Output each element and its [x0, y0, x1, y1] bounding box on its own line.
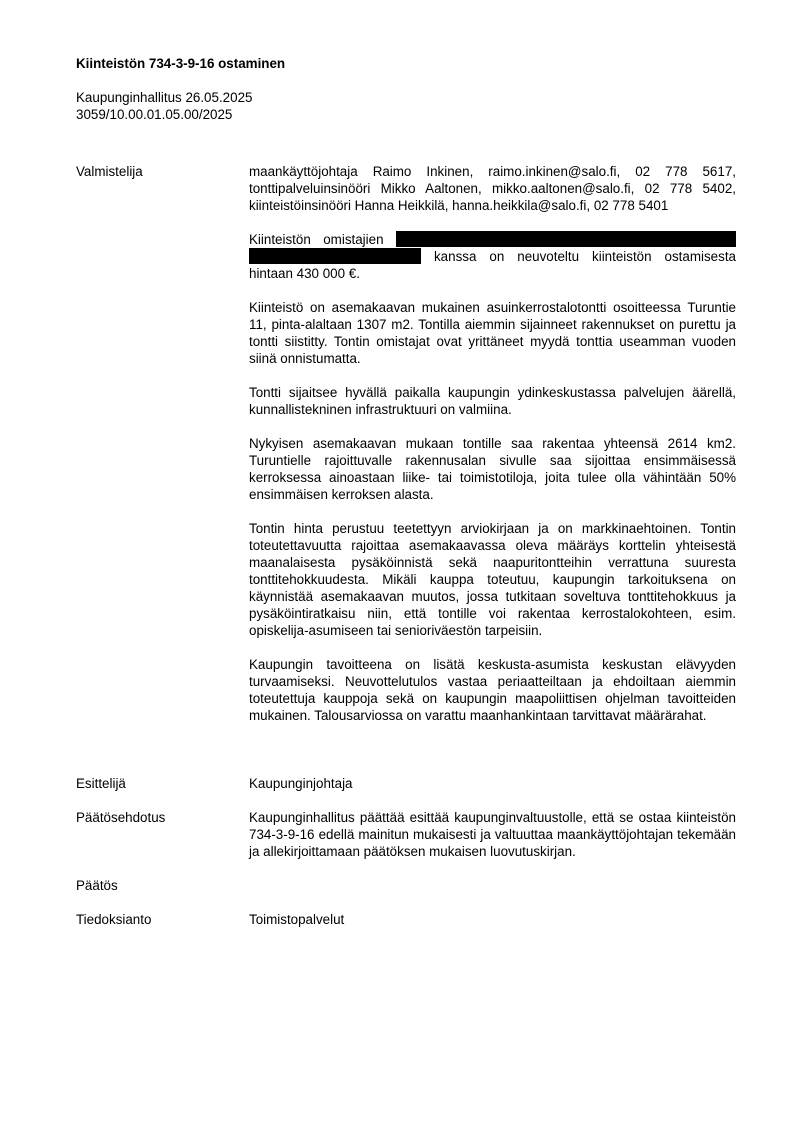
proposal-paragraph: Kaupunginhallitus päättää esittää kaupunginvaltuustolle, että se ostaa kiinteistön 734-3-9-16 edellä mainitun mukaisesti ja valtuuttaa maankäyttöjohtajan tekemään ja allekirjoittamaan päätöksen mukaisen luovutuskirjan. — [249, 810, 736, 859]
section-label: Tiedoksianto — [76, 912, 152, 927]
section-value: Toimistopalvelut — [249, 912, 345, 927]
meeting-line: Kaupunginhallitus 26.05.2025 — [76, 90, 253, 105]
section-content — [249, 163, 736, 724]
document-meta — [76, 89, 736, 123]
section-label: Päätös — [76, 878, 118, 893]
owners-paragraph — [249, 231, 736, 282]
section-label: Valmistelija — [76, 164, 143, 179]
section-paatos — [76, 877, 736, 894]
body-paragraph: Nykyisen asemakaavan mukaan tontille saa rakentaa yhteensä 2614 km2. Turuntielle rajoittuvalle rakennusalan sivulle saa sijoittaa ensimmäisessä kerroksessa ainoastaan liike- tai toimistotiloja, joita tulee olla vähintään 50% ensimmäisen kerroksen alasta. — [249, 436, 736, 502]
body-paragraph: Kaupungin tavoitteena on lisätä keskusta-asumista keskustan elävyyden turvaamiseksi. Neuvottelutulos vastaa periaatteiltaan ja ehdoiltaan aiemmin toteutettuja kauppoja sekä on kaupungin maapoliittisen ohjelman tavoitteiden mukainen. Talousarviossa on varattu maanhankintaan tarvittavat määrärahat. — [249, 657, 736, 723]
owners-intro: Kiinteistön omistajien — [249, 232, 384, 247]
section-valmistelija — [76, 163, 736, 724]
section-value — [249, 809, 736, 860]
redacted-block — [249, 248, 421, 264]
body-paragraph: Kiinteistö on asemakaavan mukainen asuinkerrostalotontti osoitteessa Turuntie 11, pinta-alaltaan 1307 m2. Tontilla aiemmin sijainneet rakennukset on purettu ja tontti siistitty. Tontin omistajat ovat yrittäneet myydä tonttia useamman vuoden siinä onnistumatta. — [249, 300, 736, 366]
section-tiedoksianto — [76, 911, 736, 928]
section-paatosehdotus — [76, 809, 736, 860]
document-title: Kiinteistön 734-3-9-16 ostaminen — [76, 56, 286, 71]
section-esittelija — [76, 775, 736, 792]
record-id: 3059/10.00.01.05.00/2025 — [76, 107, 233, 122]
document-page — [76, 55, 736, 928]
section-value — [249, 877, 736, 894]
body-paragraph: Tontti sijaitsee hyvällä paikalla kaupungin ydinkeskustassa palvelujen äärellä, kunnallistekninen infrastruktuuri on valmiina. — [249, 385, 736, 417]
redacted-block — [396, 231, 736, 247]
body-paragraph: Tontin hinta perustuu teetettyyn arviokirjaan ja on markkinaehtoinen. Tontin toteutettavuutta rajoittaa asemakaavassa oleva määräys korttelin yhteisestä maanalaisesta pysäköinnistä sekä naapuritontteihin verrattuna suuresta tonttitehokkuudesta. Mikäli kauppa toteutuu, kaupungin tarkoituksena on käynnistää asemakaavan muutos, jossa tutkitaan soveltuva tonttitehokkuus ja pysäköintiratkaisu niin, että tontille voi rakentaa kerrostalokohteen, esim. opiskelija-asumiseen tai senioriväestön tarpeisiin. — [249, 521, 736, 638]
section-label: Esittelijä — [76, 776, 126, 791]
section-value: Kaupunginjohtaja — [249, 776, 353, 791]
owners-rest: kanssa on neuvoteltu kiinteistön ostamisesta hintaan 430 000 €. — [249, 249, 736, 281]
section-label: Päätösehdotus — [76, 810, 166, 825]
preparers-paragraph: maankäyttöjohtaja Raimo Inkinen, raimo.inkinen@salo.fi, 02 778 5617, tonttipalveluinsinööri Mikko Aaltonen, mikko.aaltonen@salo.fi, 02 778 5402, kiinteistöinsinööri Hanna Heikkilä, hanna.heikkila@salo.fi, 02 778 5401 — [249, 164, 736, 213]
